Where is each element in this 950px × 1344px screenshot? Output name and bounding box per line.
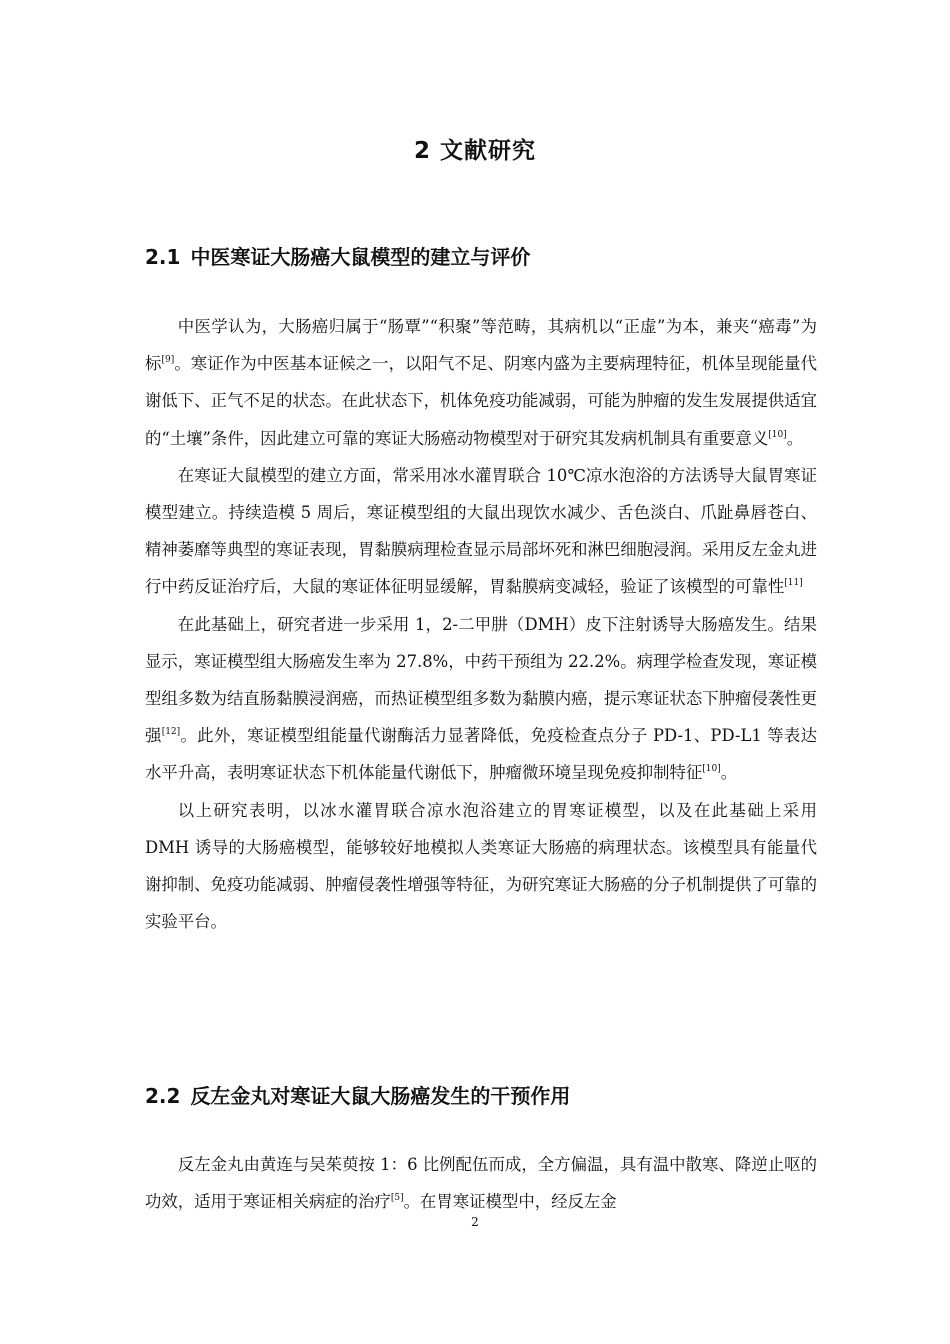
paragraph [145,1146,817,1220]
paragraph-text: 在寒证大鼠模型的建立方面，常采用冰水灌胃联合 10℃凉水泡浴的方法诱导大鼠胃寒证模型建立。持续造模 5 周后，寒证模型组的大鼠出现饮水减少、舌色淡白、爪趾鼻唇苍白、精神萎靡等典型的寒证表现，胃黏膜病理检查显示局部坏死和淋巴细胞浸润。采用反左金丸进行中药反证治疗后，大鼠的寒证体征明显缓解，胃黏膜病变减轻，验证了该模型的可靠性 [145,465,818,597]
section-title: 反左金丸对寒证大鼠大肠癌发生的干预作用 [190,1084,571,1108]
paragraph-text: 中医学认为，大肠癌归属于“肠覃”“积聚”等范畴，其病机以“正虚”为本，兼夹“癌毒”为标 [145,317,817,374]
citation: [10] [702,764,721,775]
citation: [11] [784,578,803,589]
citation: [10] [768,429,787,440]
section-body-2-1 [145,308,817,940]
paragraph-text: 以上研究表明，以冰水灌胃联合凉水泡浴建立的胃寒证模型，以及在此基础上采用 DMH 诱导的大肠癌模型，能够较好地模拟人类寒证大肠癌的病理状态。该模型具有能量代谢抑制、免疫功能减弱、肿瘤侵袭性增强等特征，为研究寒证大肠癌的分子机制提供了可靠的实验平台。 [145,800,818,932]
citation: [12] [161,727,181,738]
section-title: 中医寒证大肠癌大鼠模型的建立与评价 [190,245,531,269]
paragraph [145,792,817,941]
paragraph-text: 。在胃寒证模型中，经反左金 [403,1192,617,1212]
section-body-2-2 [145,1146,817,1220]
paragraph-text: 。 [720,763,738,783]
paragraph [145,457,817,606]
paragraph-text: 。此外，寒证模型组能量代谢酶活力显著降低，免疫检查点分子 PD-1、PD-L1 等表达水平升高，表明寒证状态下机体能量代谢低下，肿瘤微环境呈现免疫抑制特征 [145,726,818,783]
citation: [5] [390,1193,404,1204]
citation: [9] [161,355,175,366]
paragraph [145,606,817,792]
paragraph-text: 。寒证作为中医基本证候之一，以阳气不足、阴寒内盛为主要病理特征，机体呈现能量代谢低下、正气不足的状态。在此状态下，机体免疫功能减弱，可能为肿瘤的发生发展提供适宜的“土壤”条件，因此建立可靠的寒证大肠癌动物模型对于研究其发病机制具有重要意义 [145,354,818,448]
paragraph [145,308,817,457]
section-heading-2-2 [145,1080,570,1109]
section-number: 2.1 [145,245,181,269]
chapter-title: 2 文献研究 [413,138,536,164]
paragraph-text: 。 [786,428,804,448]
paragraph-text: 在此基础上，研究者进一步采用 1，2-二甲肼（DMH）皮下注射诱导大肠癌发生。结果显示，寒证模型组大肠癌发生率为 27.8%，中药干预组为 22.2%。病理学检查发现，寒证模型组多数为结直肠黏膜浸润癌，而热证模型组多数为黏膜内癌，提示寒证状态下肿瘤侵袭性更强 [145,614,818,746]
section-number: 2.2 [145,1084,181,1108]
page-number: 2 [471,1215,479,1229]
paragraph-text: 反左金丸由黄连与吴茱萸按 1：6 比例配伍而成，全方偏温，具有温中散寒、降逆止呕的功效，适用于寒证相关病症的治疗 [145,1155,817,1212]
section-heading-2-1 [145,241,530,270]
